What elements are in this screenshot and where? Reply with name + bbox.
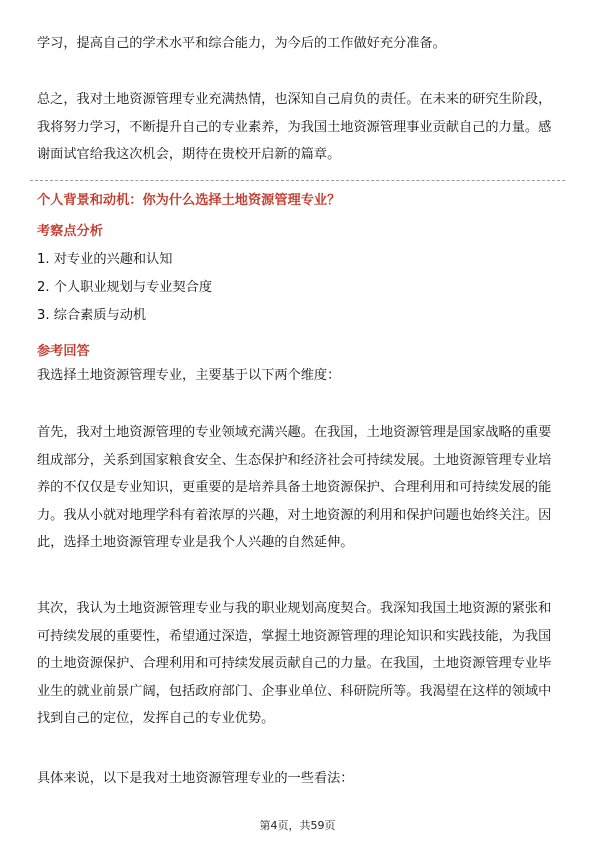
analysis-item: 2. 个人职业规划与专业契合度 (37, 280, 213, 295)
question-title: 个人背景和动机：你为什么选择土地资源管理专业？ (37, 193, 341, 208)
paragraph: 具体来说，以下是我对土地资源管理专业的一些看法： (37, 771, 354, 786)
analysis-item: 3. 综合素质与动机 (37, 308, 147, 323)
paragraph: 学习，提高自己的学术水平和综合能力，为今后的工作做好充分准备。 (37, 36, 446, 51)
paragraph: 总之，我对土地资源管理专业充满热情，也深知自己肩负的责任。在未来的研究生阶段，我将努力学习，不断提升自己的专业素养，为我国土地资源管理事业贡献自己的力量。感谢面试官给我这次机会，期待在贵校开启新的篇章。 (37, 92, 552, 163)
analysis-item: 1. 对专业的兴趣和认知 (37, 252, 173, 267)
analysis-heading: 考察点分析 (37, 224, 103, 239)
paragraph: 其次，我认为土地资源管理专业与我的职业规划高度契合。我深知我国土地资源的紧张和可持续发展的重要性，希望通过深造，掌握土地资源管理的理论知识和实践技能，为我国的土地资源保护、合理利用和可持续发展贡献自己的力量。在我国，土地资源管理专业毕业生的就业前景广阔，包括政府部门、企事业单位、科研院所等。我渴望在这样的领域中找到自己的定位，发挥自己的专业优势。 (37, 601, 552, 727)
page-footer: 第4页，共59页 (259, 819, 336, 832)
paragraph: 我选择土地资源管理专业，主要基于以下两个维度： (37, 368, 341, 383)
section-divider (30, 180, 565, 181)
paragraph: 首先，我对土地资源管理的专业领域充满兴趣。在我国，土地资源管理是国家战略的重要组成部分，关系到国家粮食安全、生态保护和经济社会可持续发展。土地资源管理专业培养的不仅仅是专业知识，更重要的是培养具备土地资源保护、合理利用和可持续发展的能力。我从小就对地理学科有着浓厚的兴趣，对土地资源的利用和保护问题也始终关注。因此，选择土地资源管理专业是我个人兴趣的自然延伸。 (37, 425, 552, 551)
answer-heading: 参考回答 (37, 344, 90, 359)
